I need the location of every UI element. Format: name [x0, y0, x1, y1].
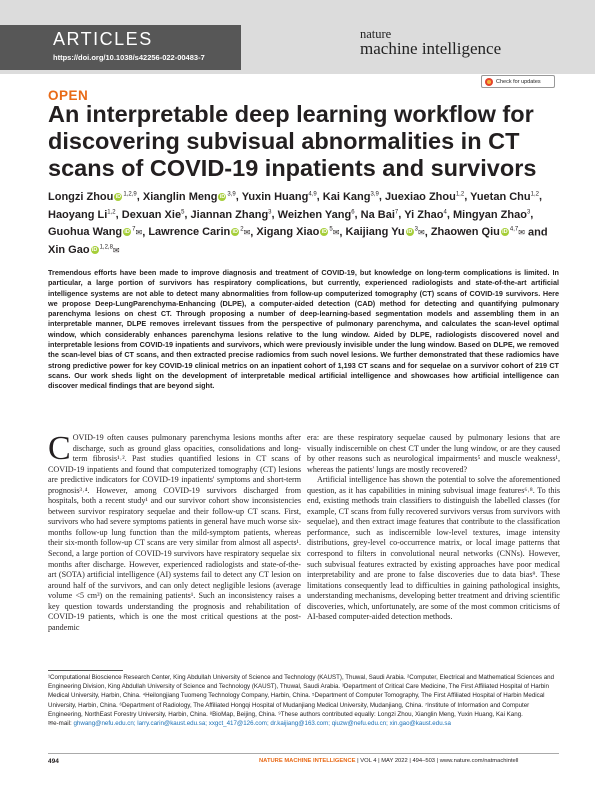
- author-entry[interactable]: [48, 191, 137, 203]
- author-entry[interactable]: [361, 209, 399, 221]
- envelope-icon[interactable]: ✉: [417, 228, 425, 238]
- author-affiliation: 1,2: [107, 208, 116, 215]
- envelope-icon[interactable]: ✉: [135, 228, 143, 238]
- footnotes: [48, 673, 559, 728]
- author-affiliation: 7: [394, 208, 399, 215]
- author-entry[interactable]: [48, 209, 116, 221]
- footer-citation: [259, 758, 518, 764]
- author-name: Guohua Wang: [48, 226, 123, 239]
- author-affiliation: 3: [526, 208, 531, 215]
- paragraph: Artificial intelligence has shown the potential to solve the aforementioned question, as it has capabilities in mining subvisual image features⁶˒⁸. To this end, existing methods train classifiers to distinguish the labelled classes (for example, CT scans from fully recovered survivors versus from survivors with sequelae), and then extract image features that contribute to the classification performance, such as indiscernible low-level textures, image intensity distributions, grey-level co-occurrence matrix, or local image patterns that correspond to filters in convolutional neural networks (CNNs). However, such subvisual features extracted by existing approaches have poor medical interpretability and are prone to false discoveries due to data bias⁹. These limitations consequently lead to difficulties in gaining pathological insights, understanding mechanisms, developing better treatment and driving scientific discoveries, which, unfortunately, are some of the most common criticisms of AI-based computer-aided detection methods.: [307, 475, 560, 622]
- envelope-icon[interactable]: ✉: [332, 228, 340, 238]
- orcid-icon[interactable]: iD: [219, 193, 226, 200]
- author-affiliation: 4: [443, 208, 447, 215]
- email-label: ✉e-mail:: [48, 720, 72, 728]
- orcid-icon[interactable]: iD: [115, 193, 122, 200]
- orcid-icon[interactable]: iD: [91, 247, 98, 254]
- journal-logo: [360, 28, 501, 58]
- email-links[interactable]: ghwang@nefu.edu.cn; larry.carin@kaust.edu.sa; xxgct_417@126.com; dr.kaijiang@163.com; qiuzw@nefu.edu.cn; xin.gao@kaust.edu.sa: [73, 720, 451, 728]
- journal-logo-line2: machine intelligence: [360, 39, 502, 58]
- author-affiliation: 3,9: [370, 191, 379, 197]
- author-name: Jiannan Zhang: [190, 208, 269, 221]
- author-entry[interactable]: [431, 226, 525, 238]
- author-affiliation: 1,2: [455, 191, 465, 197]
- author-name: Na Bai: [360, 208, 395, 221]
- author-name: Kaijiang Yu: [345, 226, 405, 239]
- author-entry[interactable]: [48, 244, 120, 256]
- author-name: Mingyan Zhao: [452, 208, 527, 221]
- author-name: Dexuan Xie: [121, 208, 182, 221]
- author-entry[interactable]: [470, 191, 539, 203]
- author-entry[interactable]: [385, 191, 464, 203]
- author-name: Yuxin Huang: [241, 190, 309, 203]
- author-name: Lawrence Carin: [148, 226, 231, 239]
- author-name: Juexiao Zhou: [384, 190, 456, 203]
- orcid-icon[interactable]: iD: [502, 229, 508, 236]
- envelope-icon[interactable]: ✉: [518, 228, 525, 238]
- author-affiliation: 4,9: [308, 191, 317, 197]
- abstract: Tremendous efforts have been made to improve diagnosis and treatment of COVID-19, but knowledge on long-term complications is limited. In particular, a large portion of survivors has respiratory complications, but currently, experienced radiologists and state-of-the-art artificial intelligence systems are not able to detect many abnormalities from follow-up computerized tomography (CT) scans of COVID-19 survivors. Here we propose Deep-LungParenchyma-Enhancing (DLPE), a computer-aided detection (CAD) method for detecting and quantifying pulmonary parenchyma lesions on chest CT. Through proposing a number of deep-learning-based segmentation models and assembling them in an interpretable manner, DLPE removes irrelevant tissues from the perspective of pulmonary parenchyma, and calculates the scan-level optimal window, which considerably enhances parenchyma lesions relative to the lung window. Aided by DLPE, radiologists discovered novel and interpretable lesions from COVID-19 inpatients and survivors, which were previously invisible under the lung window. Based on DLPE, we removed the scan-level bias of CT scans, and then extracted precise radiomics from such novel lesions. We further demonstrated that these radiomics have strong predictive power for key COVID-19 clinical metrics on an inpatient cohort of 1,193 CT scans and for sequelae on a survivor cohort of 219 CT scans. Our work sheds light on the development of interpretable medical artificial intelligence and showcases how artificial intelligence can discover medical findings that are beyond sight.: [48, 268, 559, 391]
- paragraph: OVID-19 often causes pulmonary parenchyma lesions months after discharge, such as ground glass opacities, consolidations and long-term fibrosis¹˒². Past studies quantified lesions in CT scans of COVID-19 inpatients and found that computerized tomography (CT) lesions are predictive indicators for COVID-19 inpatients' symptoms and short-term prognosis³˒⁴. However, among COVID-19 survivors discharged from hospitals, both a recent study¹ and our survivor cohort show inconsistencies between survivor respiratory sequelae and their follow-up CT scans. First, survivors who had severe symptoms patients in general have much worse six-months follow-up lung function than the mild-symptom patients, whereas their six-month follow-up CT scans are very similar from almost all aspects¹. Second, a large portion of COVID-19 survivors have respiratory sequelae six months after discharge. However, experienced radiologists and state-of-the-art (SOTA) artificial intelligence (AI) systems fail to detect any CT lesion on around half of the survivors, and can only detect negligible lesions (average volume <5 cm³) on the remaining patients¹. Such an inconsistency raises a key question towards understanding the prognosis and rehabilitation of COVID-19 patients, which is one the most critical questions at the post-pandemic: [48, 433, 301, 632]
- author-name: Yuetan Chu: [470, 190, 531, 203]
- author-name: Longzi Zhou: [48, 190, 114, 203]
- author-name: Zhaowen Qiu: [430, 226, 500, 239]
- author-affiliation: 5: [181, 208, 185, 215]
- footer-journal-name: NATURE MACHINE INTELLIGENCE: [259, 758, 356, 764]
- open-access-label: OPEN: [48, 88, 89, 103]
- article-title: An interpretable deep learning workflow for discovering subvisual abnormalities in CT scans of COVID-19 inpatients and survivors: [48, 101, 537, 181]
- author-entry[interactable]: [323, 191, 379, 203]
- envelope-icon[interactable]: ✉: [243, 228, 251, 238]
- author-name: Haoyang Li: [48, 208, 108, 221]
- orcid-icon[interactable]: iD: [232, 229, 238, 236]
- body-column-left: [48, 430, 301, 633]
- author-entry[interactable]: [256, 226, 339, 238]
- check-updates-button[interactable]: [481, 75, 555, 88]
- orcid-icon[interactable]: iD: [406, 229, 413, 236]
- author-name: Xin Gao: [48, 244, 90, 257]
- author-affiliation: 2: [240, 226, 244, 233]
- author-entry[interactable]: [346, 226, 425, 238]
- author-affiliation: 3: [414, 226, 418, 233]
- crossmark-icon: [485, 78, 493, 86]
- author-affiliation: 1,2: [530, 191, 539, 197]
- author-affiliation: 4,7: [509, 226, 519, 233]
- affiliations: ¹Computational Bioscience Research Center, King Abdullah University of Science and Technology (KAUST), Thuwal, Saudi Arabia. ²Computer, Electrical and Mathematical Sciences and Engineering Division, King Abdullah University of Science and Technology (KAUST), Thuwal, Saudi Arabia. ³Department of Critical Care Medicine, The First Affiliated Hospital of Harbin Medical University, Harbin, China. ⁴Heilongjiang Tuomeng Technology Company, Harbin, China. ⁵Department of Computer Tomography, The First Affiliated Hospital of Harbin Medical University, Harbin, China. ⁶Department of Radiology, The Affiliated Hongqi Hospital of Mudanjiang Medical University, Mudanjiang, China. ⁷Institute of Information and Computer Engineering, NorthEast Forestry University, Harbin, China. ⁸BioMap, Beijing, China. ⁹These authors contributed equally: Longzi Zhou, Xianglin Meng, Yuxin Huang, Kai Kang.: [48, 674, 555, 718]
- author-affiliation: 5: [329, 226, 333, 233]
- author-entry[interactable]: [278, 209, 355, 221]
- author-entry[interactable]: [404, 209, 447, 221]
- author-affiliation: 7: [132, 226, 136, 233]
- author-affiliation: 1,2,9: [123, 191, 137, 197]
- author-entry[interactable]: [148, 226, 250, 238]
- journal-logo-line1: nature: [360, 27, 392, 41]
- author-entry[interactable]: [453, 209, 530, 221]
- footnote-divider: [48, 670, 123, 671]
- section-label: ARTICLES: [53, 29, 153, 49]
- author-name: Kai Kang: [322, 190, 371, 203]
- drop-cap: C: [48, 430, 71, 467]
- author-entry[interactable]: [48, 226, 142, 238]
- author-entry[interactable]: [122, 209, 185, 221]
- author-affiliation: 3: [268, 208, 272, 215]
- author-entry[interactable]: [143, 191, 236, 203]
- author-entry[interactable]: [242, 191, 317, 203]
- author-name: Xianglin Meng: [142, 190, 218, 203]
- author-name: Yi Zhao: [404, 208, 444, 221]
- orcid-icon[interactable]: iD: [124, 229, 130, 236]
- footer-divider: [48, 753, 559, 754]
- author-name: Weizhen Yang: [277, 208, 352, 221]
- orcid-icon[interactable]: iD: [321, 229, 328, 236]
- page-number: 494: [48, 758, 59, 765]
- doi-link[interactable]: https://doi.org/10.1038/s42256-022-00483-7: [53, 53, 205, 62]
- footer-volume-info: | VOL 4 | MAY 2022 | 494–503 | www.nature.com/natmachintell: [355, 758, 519, 764]
- author-affiliation: 6: [351, 208, 355, 215]
- paragraph: era: are these respiratory sequelae caused by pulmonary lesions that are visually indiscernible on chest CT under the lung window, or are they caused by other reasons such as neurological impairments⁵ and muscle weakness¹, whereas the patients' lungs are mostly recovered?: [307, 433, 560, 474]
- envelope-icon[interactable]: ✉: [112, 246, 120, 256]
- author-list: Longzi Zhou iD $^{1,2,9}$, Xianglin Meng iD $^{3,9}$, Yuxin Huang$^{4,9}$, Kai Kang$^{3,9}$, Juexiao Zhou$^{1,2}$, Yuetan Chu$^{1,2}$, Haoyang Li$^{1,2}$, Dexuan Xie$^5$, Jiannan Zhang$^3$, Weizhen Yang$^6$, Na Bai$^7$, Yi Zhao$^4$, Mingyan Zhao$^3$, Guohua Wang iD $^7$✉, Lawrence Carin iD $^2$✉, Xigang Xiao iD $^5$✉, Kaijiang Yu iD $^3$✉, Zhaowen Qiu iD $^{4,7}$✉ and Xin Gao iD $^{1,2,8}$✉: [48, 190, 548, 257]
- author-affiliation: 1,2,8: [99, 244, 113, 251]
- author-affiliation: 3,9: [227, 191, 236, 197]
- author-name: Xigang Xiao: [256, 226, 320, 239]
- author-entry[interactable]: [191, 209, 272, 221]
- body-column-right: [307, 433, 560, 623]
- check-updates-label: Check for updates: [496, 78, 541, 85]
